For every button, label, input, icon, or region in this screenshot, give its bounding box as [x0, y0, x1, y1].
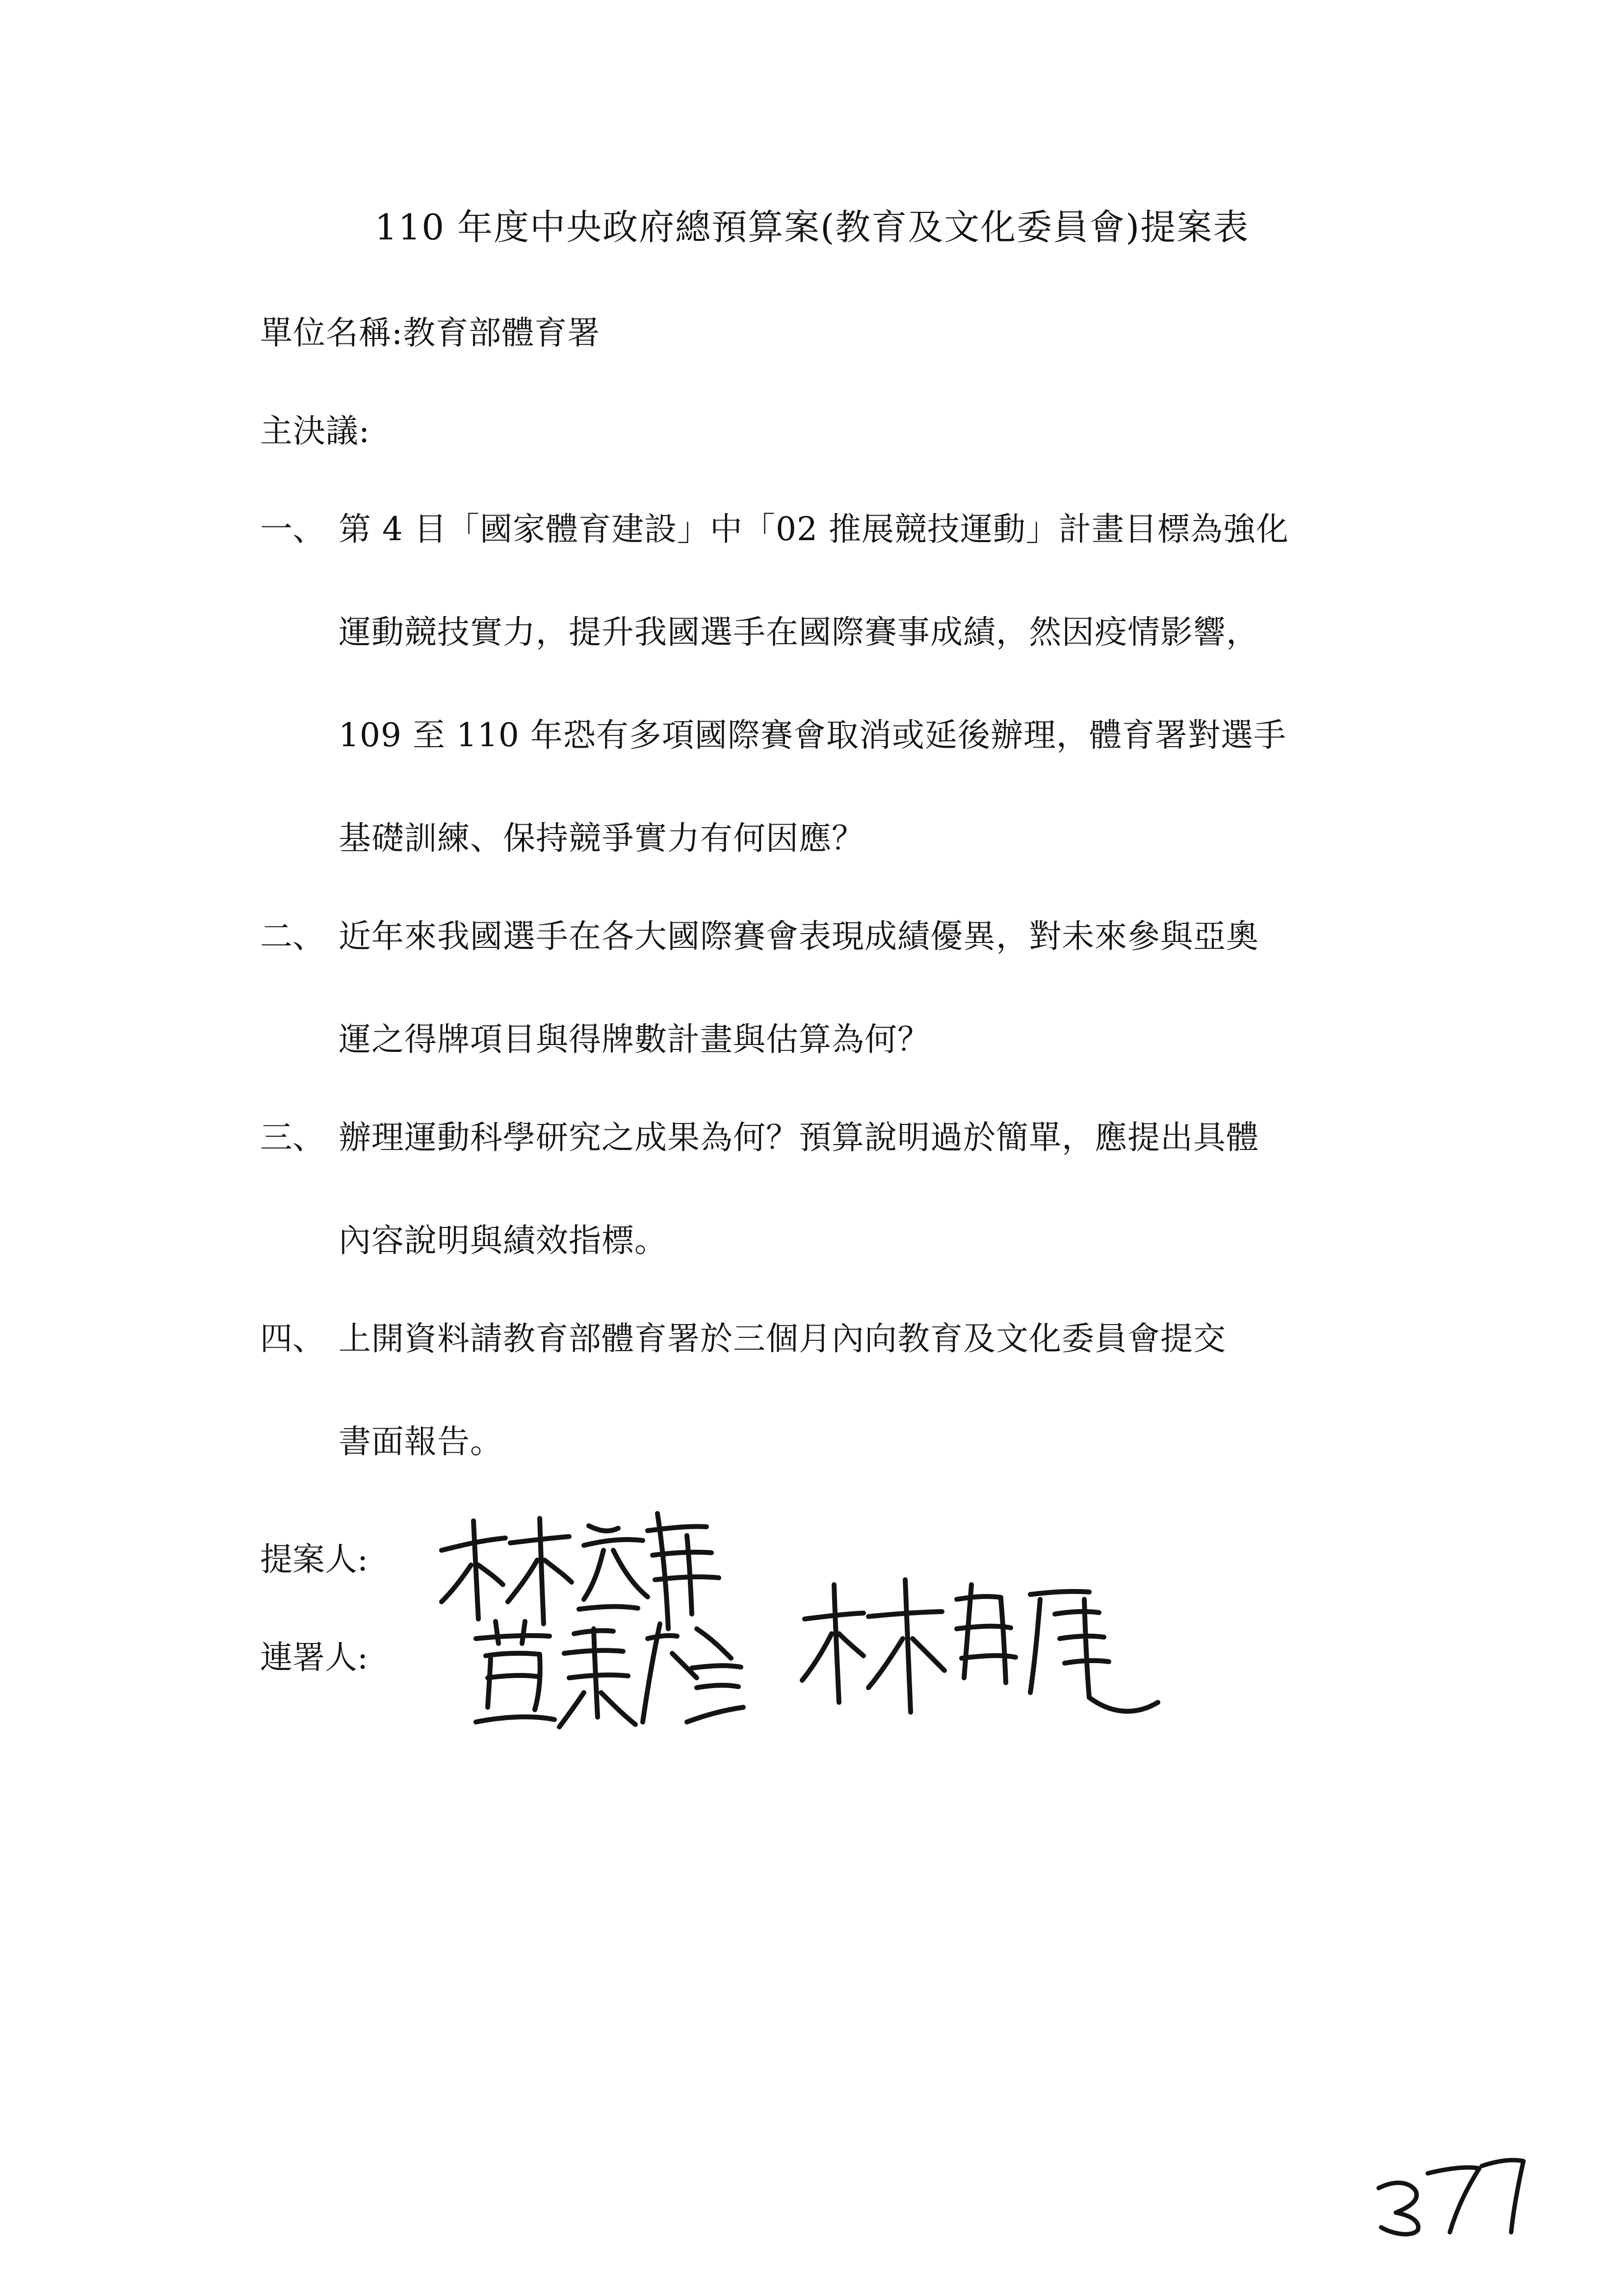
proposer-label: 提案人: [260, 1540, 368, 1578]
item-number: 三、 [260, 1119, 325, 1156]
item-line: 運動競技實力，提升我國選手在國際賽事成績，然因疫情影響， [339, 613, 1259, 651]
item-line: 第 4 目「國家體育建設」中「02 推展競技運動」計畫目標為強化 [339, 510, 1289, 548]
item-line: 109 至 110 年恐有多項國際賽會取消或延後辦理，體育署對選手 [339, 716, 1286, 754]
item-number: 四、 [260, 1320, 325, 1357]
item-number: 二、 [260, 917, 325, 955]
cosigner-signature-2 [795, 1565, 1168, 1727]
item-line: 辦理運動科學研究之成果為何？預算說明過於簡單，應提出具體 [339, 1119, 1259, 1156]
item-line: 上開資料請教育部體育署於三個月內向教育及文化委員會提交 [339, 1320, 1226, 1357]
item-line: 內容說明與績效指標。 [339, 1222, 667, 1259]
item-line: 運之得牌項目與得牌數計畫與估算為何？ [339, 1020, 930, 1058]
item-number: 一、 [260, 510, 325, 548]
document-title: 110 年度中央政府總預算案(教育及文化委員會)提案表 [374, 207, 1250, 248]
item-line: 近年來我國選手在各大國際賽會表現成績優異，對未來參與亞奧 [339, 917, 1259, 955]
item-line: 書面報告。 [339, 1423, 503, 1461]
cosigner-label: 連署人: [260, 1639, 368, 1676]
item-line: 基礎訓練、保持競爭實力有何因應？ [339, 819, 864, 857]
resolution-heading: 主決議: [260, 412, 370, 450]
cosigner-signature-1 [466, 1609, 751, 1742]
unit-name: 單位名稱:教育部體育署 [260, 314, 601, 352]
page-number-handwritten [1369, 2144, 1531, 2237]
